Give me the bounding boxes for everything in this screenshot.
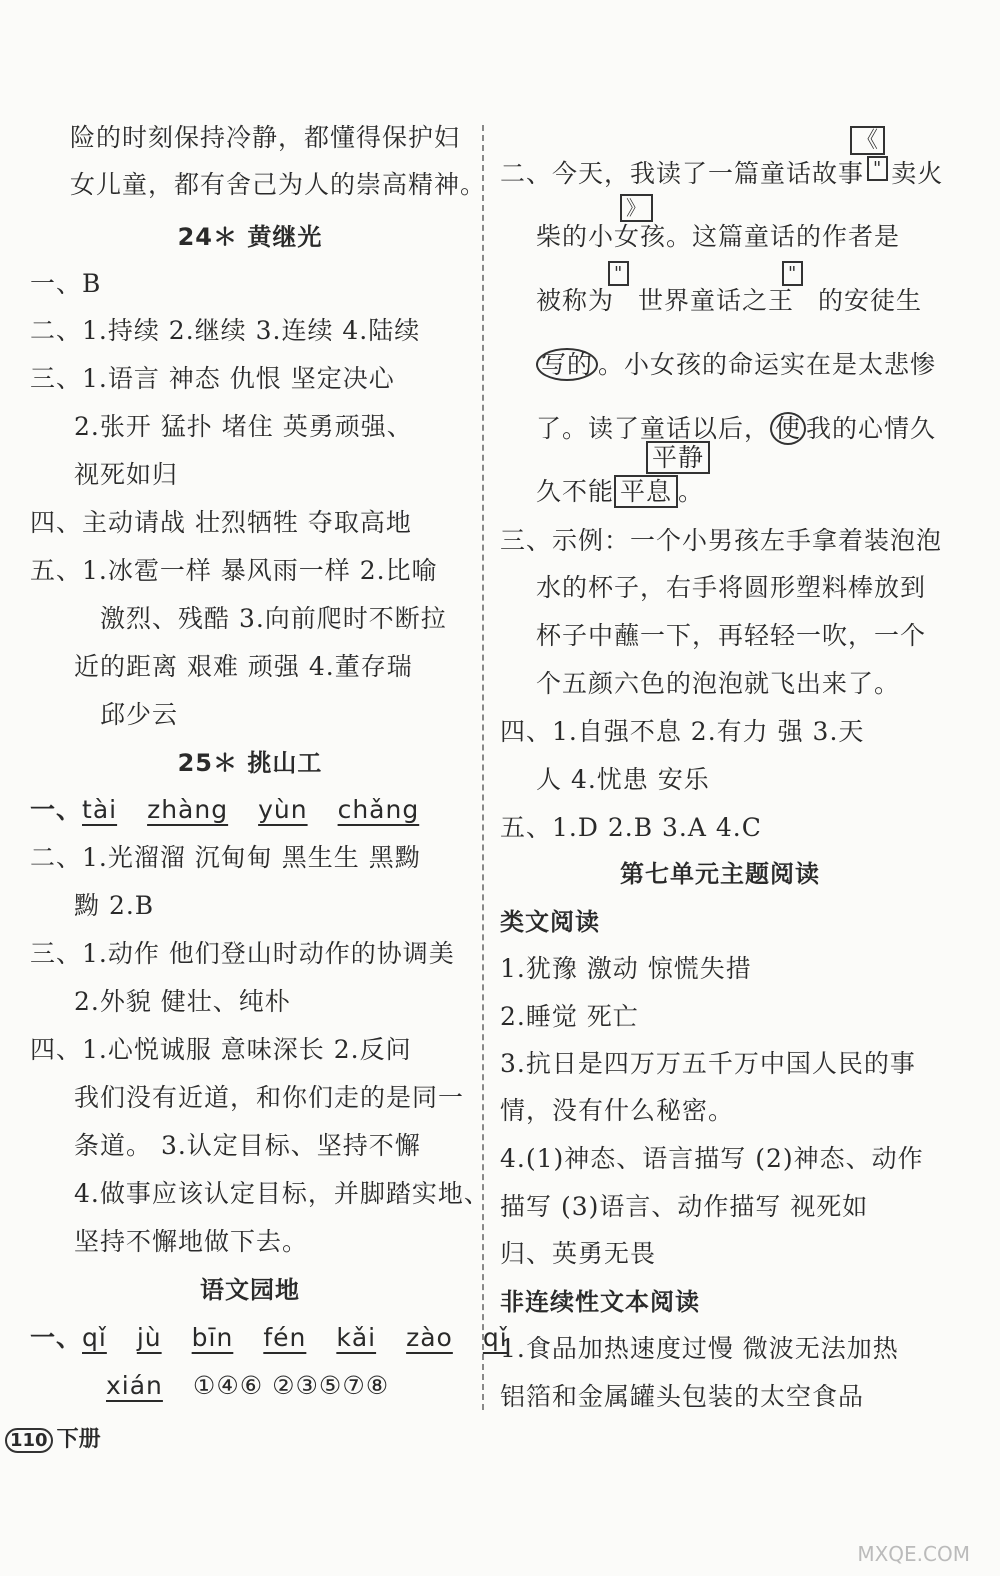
answer-line <box>536 221 900 253</box>
answer-line <box>536 349 936 381</box>
circled-word: 使 <box>770 412 806 445</box>
answer-line: 三、1.语言 神态 仇恨 坚定决心 <box>30 364 395 393</box>
pinyin-answer: jù <box>136 1323 162 1352</box>
correction-mark <box>782 258 803 290</box>
pinyin-line <box>30 794 449 826</box>
page-footer <box>5 1422 101 1453</box>
pinyin-answer: qǐ <box>482 1323 508 1352</box>
subsection-title: 类文阅读 <box>500 908 600 936</box>
correction-box: " <box>782 261 803 286</box>
text-line: 女儿童，都有舍己为人的崇高精神。 <box>70 170 487 199</box>
answer-line: 二、1.光溜溜 沉甸甸 黑生生 黑黝 <box>30 843 421 872</box>
answer-text: 。小女孩的命运实在是太悲惨 <box>598 350 937 379</box>
pinyin-line <box>106 1370 389 1402</box>
answer-text: ①④⑥ ②③⑤⑦⑧ <box>192 1371 390 1400</box>
answer-text: 久不能 <box>536 477 615 506</box>
answer-text: 被称为 <box>536 286 615 315</box>
answer-line: 坚持不懈地做下去。 <box>74 1227 309 1256</box>
answer-line <box>536 413 936 445</box>
answer-line: 3.抗日是四万万五千万中国人民的事 <box>500 1049 916 1078</box>
correction-mark <box>620 192 653 224</box>
correction-mark <box>646 442 710 474</box>
boxed-word: 平息 <box>614 475 678 508</box>
answer-line: 1.食品加热速度过慢 微波无法加热 <box>500 1334 899 1363</box>
answer-text: 了。读了童话以后， <box>536 414 771 443</box>
pinyin-answer: xián <box>106 1371 163 1400</box>
answer-line: 激烈、残酷 3.向前爬时不断拉 <box>100 604 447 633</box>
answer-line: 五、1.D 2.B 3.A 4.C <box>500 813 762 842</box>
question-number: 一、 <box>30 1323 83 1352</box>
correction-box: " <box>608 261 629 286</box>
answer-line: 黝 2.B <box>74 891 155 920</box>
answer-line: 五、1.冰雹一样 暴风雨一样 2.比喻 <box>30 556 438 585</box>
answer-line: 邱少云 <box>100 700 179 729</box>
column-divider <box>482 125 484 1410</box>
subsection-title: 非连续性文本阅读 <box>500 1288 700 1316</box>
section-title-24: 24＊ 黄继光 <box>177 223 323 251</box>
correction-box: 《 <box>850 126 885 155</box>
answer-line: 三、示例：一个小男孩左手拿着装泡泡 <box>500 526 943 555</box>
answer-line: 近的距离 艰难 顽强 4.董存瑞 <box>74 652 413 681</box>
correction-mark: " <box>867 156 888 181</box>
answer-line: 2.外貌 健壮、纯朴 <box>74 987 291 1016</box>
pinyin-answer: chǎng <box>337 795 420 824</box>
answer-line: 我们没有近道，和你们走的是同一 <box>74 1083 465 1112</box>
answer-line <box>500 158 943 193</box>
section-title-25: 25＊ 挑山工 <box>177 749 323 777</box>
answer-text: 柴的小女孩 <box>536 222 667 251</box>
answer-line: 人 4.忧患 安乐 <box>536 765 710 794</box>
circled-word: 写的 <box>536 348 598 381</box>
answer-line: 三、1.动作 他们登山时动作的协调美 <box>30 939 455 968</box>
pinyin-answer: bīn <box>191 1323 234 1352</box>
section-title-yuwen: 语文园地 <box>200 1276 300 1304</box>
answer-line: 四、主动请战 壮烈牺牲 夺取高地 <box>30 508 412 537</box>
answer-text: 世界童话之王 <box>638 286 795 315</box>
pinyin-line <box>30 1322 538 1354</box>
answer-line: 条道。 3.认定目标、坚持不懈 <box>74 1131 421 1160</box>
pinyin-answer: yùn <box>258 795 308 824</box>
answer-line: 描写 (3)语言、动作描写 视死如 <box>500 1192 869 1221</box>
pinyin-answer: fén <box>263 1323 307 1352</box>
answer-text: 的安徒生 <box>818 286 923 315</box>
answer-line: 2.睡觉 死亡 <box>500 1002 639 1031</box>
answer-line: 归、英勇无畏 <box>500 1239 657 1268</box>
correction-box: 平静 <box>646 441 710 474</box>
answer-line: 水的杯子，右手将圆形塑料棒放到 <box>536 573 927 602</box>
correction-mark <box>608 258 629 290</box>
answer-text: 我的心情久 <box>806 414 937 443</box>
answer-line: 情，没有什么秘密。 <box>500 1096 735 1125</box>
answer-line: 4.(1)神态、语言描写 (2)神态、动作 <box>500 1144 924 1173</box>
answer-line <box>536 476 704 508</box>
unit-title: 第七单元主题阅读 <box>620 860 820 888</box>
pinyin-answer: zào <box>406 1323 453 1352</box>
answer-line: 1.犹豫 激动 惊慌失措 <box>500 954 752 983</box>
question-number: 一、 <box>30 795 83 824</box>
answer-text: 卖火 <box>891 159 944 188</box>
correction-mark <box>850 125 885 157</box>
answer-line: 四、1.自强不息 2.有力 强 3.天 <box>500 717 865 746</box>
answer-text: 。这篇童话的作者是 <box>666 222 901 251</box>
answer-line <box>536 285 922 317</box>
pinyin-answer: tài <box>82 795 118 824</box>
answer-line: 二、1.持续 2.继续 3.连续 4.陆续 <box>30 316 421 345</box>
answer-line: 铝箔和金属罐头包装的太空食品 <box>500 1382 865 1411</box>
answer-line: 四、1.心悦诚服 意味深长 2.反问 <box>30 1035 412 1064</box>
volume-label: 下册 <box>56 1427 101 1452</box>
answer-line: 4.做事应该认定目标，并脚踏实地、 <box>74 1179 490 1208</box>
watermark: MXQE.COM <box>857 1542 970 1566</box>
pinyin-answer: kǎi <box>336 1323 377 1352</box>
answer-line: 一、B <box>30 269 102 298</box>
pinyin-answer: qǐ <box>82 1323 107 1352</box>
answer-line: 个五颜六色的泡泡就飞出来了。 <box>536 669 901 698</box>
answer-text: 二、今天，我读了一篇童话故事 <box>500 159 865 188</box>
answer-line: 视死如归 <box>74 460 179 489</box>
page-number: 110 <box>5 1428 53 1453</box>
answer-text: 。 <box>678 477 705 506</box>
answer-line: 2.张开 猛扑 堵住 英勇顽强、 <box>74 412 413 441</box>
pinyin-answer: zhàng <box>147 795 229 824</box>
answer-line: 杯子中蘸一下，再轻轻一吹，一个 <box>536 621 927 650</box>
text-line: 险的时刻保持冷静，都懂得保护妇 <box>70 123 461 152</box>
correction-box: 》 <box>620 194 653 222</box>
